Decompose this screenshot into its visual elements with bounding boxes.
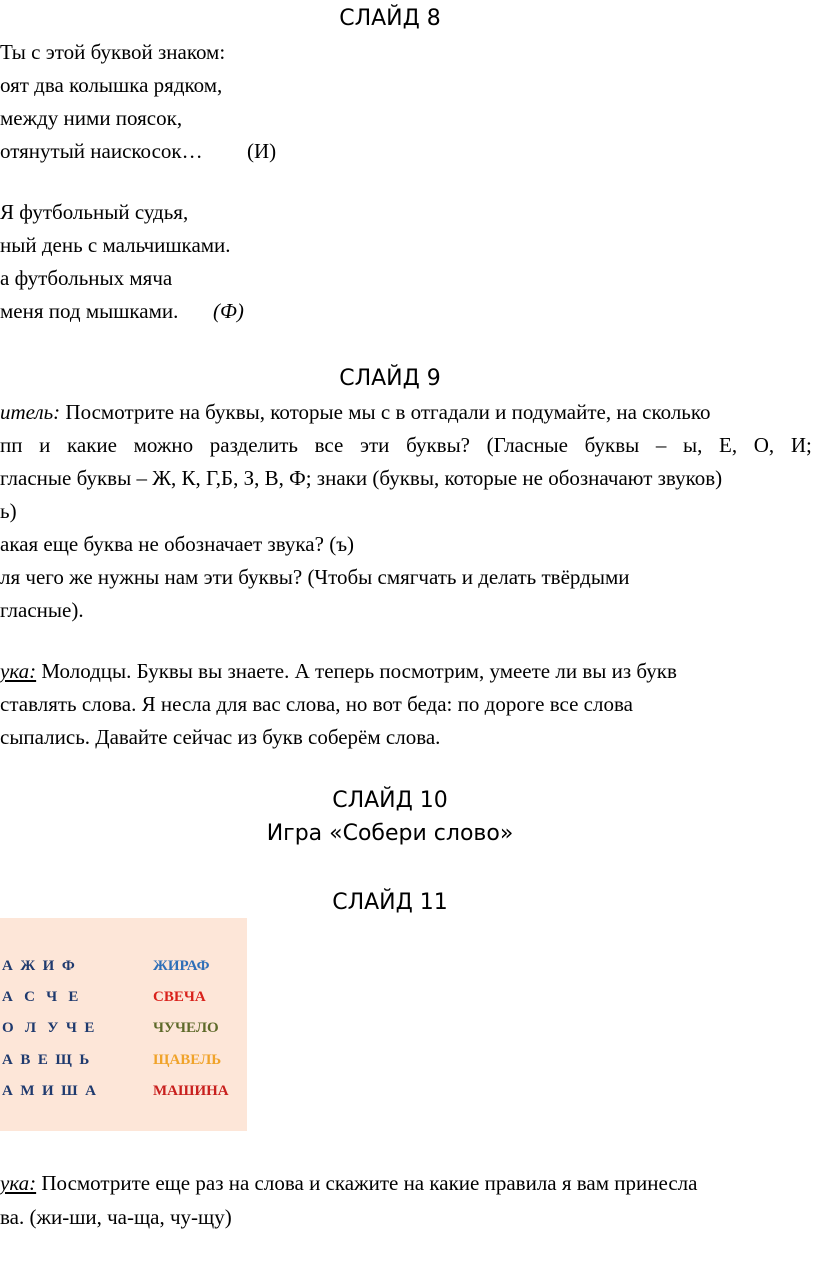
slide9-title: СЛАЙД 9	[339, 366, 441, 391]
s9-line1	[0, 400, 711, 425]
s9-line2-word: буквы	[584, 433, 640, 457]
riddle1-line2: оят два колышка рядком,	[0, 73, 223, 97]
s11-line11-text: Посмотрите еще раз на слова и скажите на какие правила я вам принесла	[36, 1171, 698, 1195]
s9-line2-word: разделить	[209, 433, 298, 457]
riddle2-line3: а футбольных мяча	[0, 266, 173, 290]
answer-word: ЩАВЕЛЬ	[153, 1052, 222, 1068]
riddle2-line2: ный день с мальчишками.	[0, 233, 231, 257]
s9-line10: сыпались. Давайте сейчас из букв соберём слова.	[0, 725, 441, 749]
scrambled-letters: А С Ч Е	[2, 989, 79, 1005]
answer-word: МАШИНА	[153, 1083, 229, 1099]
s9-line8-text: Молодцы. Буквы вы знаете. А теперь посмотрим, умеете ли вы из букв	[36, 659, 677, 683]
speaker-student-label: ука:	[0, 659, 37, 683]
answer-word: ЖИРАФ	[153, 958, 210, 974]
s9-line2-word: ы,	[683, 433, 703, 457]
s9-line2-word: –	[655, 433, 667, 457]
word-puzzle-table	[0, 918, 247, 1131]
riddle2-answer: (Ф)	[213, 299, 244, 323]
s9-line4: ь)	[0, 499, 17, 523]
slide11-title: СЛАЙД 11	[332, 890, 448, 915]
slide8-title: СЛАЙД 8	[339, 6, 441, 31]
s9-line2-word: (Гласные	[486, 433, 568, 457]
s9-line5: акая еще буква не обозначает звука? (ъ)	[0, 532, 355, 556]
s9-line2-word: какие	[67, 433, 117, 457]
s9-line3: гласные буквы – Ж, К, Г,Б, З, В, Ф; знаки (буквы, которые не обозначают звуков)	[0, 466, 723, 490]
s9-line2-word: буквы?	[406, 433, 470, 457]
slide10-title: СЛАЙД 10	[332, 788, 448, 813]
s9-line2-word: и	[39, 433, 51, 457]
scrambled-letters: А В Е Щ Ь	[2, 1052, 90, 1068]
slide10-subtitle: Игра «Собери слово»	[266, 821, 514, 846]
riddle1-line3: между ними поясок,	[0, 106, 183, 130]
scrambled-letters: О Л У Ч Е	[2, 1020, 95, 1036]
speaker-student-label: ука:	[0, 1171, 37, 1195]
scrambled-letters: А Ж И Ф	[2, 958, 75, 974]
speaker-teacher-label: итель:	[0, 400, 61, 424]
riddle1-line4: отянутый наискосок…	[0, 139, 203, 163]
riddle2-line4: меня под мышками.	[0, 299, 179, 323]
riddle2-line1: Я футбольный судья,	[0, 200, 189, 224]
s9-line2-word: эти	[359, 433, 390, 457]
s9-line2-word: пп	[0, 433, 23, 457]
s9-line2	[0, 433, 812, 458]
riddle1-answer: (И)	[247, 139, 277, 163]
answer-word: ЧУЧЕЛО	[153, 1020, 219, 1036]
s9-line2-word: О,	[753, 433, 775, 457]
s9-line2-word: можно	[133, 433, 194, 457]
s9-line9: ставлять слова. Я несла для вас слова, но вот беда: по дороге все слова	[0, 692, 633, 716]
s9-line2-word: Е,	[719, 433, 738, 457]
s9-line2-word: И;	[790, 433, 812, 457]
s11-line11	[0, 1171, 697, 1196]
scrambled-letters: А М И Ш А	[2, 1083, 96, 1099]
answer-word: СВЕЧА	[153, 989, 206, 1005]
riddle1-line1: Ты с этой буквой знаком:	[0, 40, 226, 64]
s9-line6: ля чего же нужны нам эти буквы? (Чтобы смягчать и делать твёрдыми	[0, 565, 630, 589]
s9-line2-word: все	[314, 433, 344, 457]
s9-line7: гласные).	[0, 598, 84, 622]
s9-line1-text: Посмотрите на буквы, которые мы с в отгадали и подумайте, на сколько	[65, 400, 711, 424]
s9-line8	[0, 659, 677, 684]
s11-line12: ва. (жи-ши, ча-ща, чу-щу)	[0, 1205, 232, 1229]
